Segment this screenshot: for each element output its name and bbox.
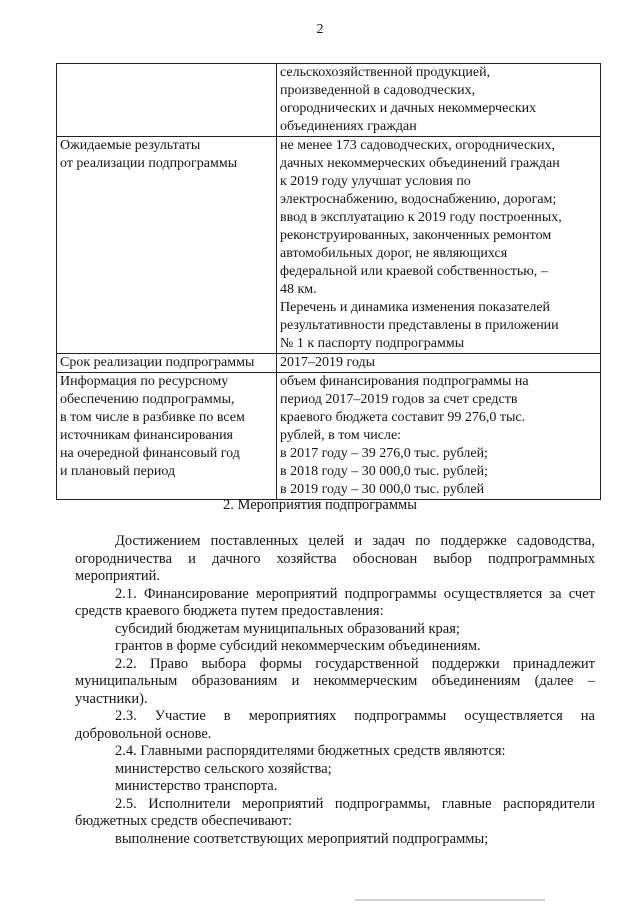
row-value-line: дачных некоммерческих объединений граждан: [280, 156, 560, 171]
row-value-line: 48 км.: [280, 282, 317, 297]
list-item-agriculture-ministry: министерство сельского хозяйства;: [115, 760, 332, 777]
row-value-line: Перечень и динамика изменения показателей: [280, 300, 551, 315]
list-item-implementation: выполнение соответствующих мероприятий подпрограммы;: [115, 830, 489, 847]
row-label-line: на очередной финансовый год: [60, 446, 240, 461]
table-row: [57, 64, 601, 137]
paragraph-2-5: 2.5. Исполнители мероприятий подпрограммы, главные распорядители бюджетных средств обеспечивают:: [75, 795, 595, 829]
row-value-line: реконструированных, законченных ремонтом: [280, 228, 552, 243]
paragraph-2-1: 2.1. Финансирование мероприятий подпрограммы осуществляется за счет средств краевого бюджета путем предоставления:: [75, 585, 595, 619]
list-item-grants: грантов в форме субсидий некоммерческим объединениям.: [115, 638, 481, 654]
row-value-line: к 2019 году улучшат условия по: [280, 174, 471, 189]
table-row: [57, 354, 601, 373]
row-label: [57, 137, 277, 354]
row-value-line: результативности представлены в приложении: [280, 318, 559, 333]
paragraph-2-4: 2.4. Главными распорядителями бюджетных средств являются:: [115, 743, 506, 759]
list-item-transport-ministry: министерство транспорта.: [115, 778, 278, 794]
section-body: [75, 533, 595, 848]
paragraph-2-2: 2.2. Право выбора формы государственной поддержки принадлежит муниципальным образованиям и некоммерческим объединениям (далее – участники).: [75, 655, 595, 707]
row-label-line: в том числе в разбивке по всем: [60, 410, 245, 425]
row-label-line: и плановый период: [60, 464, 176, 479]
row-label-line: от реализации подпрограммы: [60, 156, 238, 171]
row-value-line: не менее 173 садоводческих, огороднических,: [280, 138, 555, 153]
row-label: [57, 64, 277, 137]
row-value-line: в 2017 году – 39 276,0 тыс. рублей;: [280, 446, 488, 461]
table-row: [57, 373, 601, 500]
table-row: [57, 137, 601, 354]
row-value-line: объем финансирования подпрограммы на: [280, 374, 529, 389]
row-value-line: краевого бюджета составит 99 276,0 тыс.: [280, 410, 526, 425]
paragraph-2-3: 2.3. Участие в мероприятиях подпрограммы осуществляется на добровольной основе.: [75, 708, 595, 742]
row-value-line: произведенной в садоводческих,: [280, 83, 476, 98]
row-label-line: Срок реализации подпрограммы: [60, 355, 255, 370]
row-value-line: 2017–2019 годы: [280, 355, 376, 370]
row-label: [57, 373, 277, 500]
row-label: [57, 354, 277, 373]
row-value: [277, 354, 601, 373]
row-value-line: федеральной или краевой собственностью, –: [280, 264, 548, 279]
section-title: 2. Мероприятия подпрограммы: [223, 497, 417, 513]
row-value-line: электроснабжению, водоснабжению, дорогам;: [280, 192, 557, 207]
row-value-line: объединениях граждан: [280, 119, 417, 134]
page-number: 2: [316, 22, 324, 37]
row-value-line: рублей, в том числе:: [280, 428, 402, 443]
paragraph-intro: Достижением поставленных целей и задач по поддержке садоводства, огородничества и дачного хозяйства обоснован выбор подпрограммных мероприятий.: [75, 533, 595, 584]
row-label-line: обеспечению подпрограммы,: [60, 392, 235, 407]
row-value-line: огороднических и дачных некоммерческих: [280, 101, 537, 116]
row-value-line: автомобильных дорог, не являющихся: [280, 246, 508, 261]
row-value-line: период 2017–2019 годов за счет средств: [280, 392, 518, 407]
subprogram-passport-table: [56, 63, 601, 500]
row-value-line: в 2018 году – 30 000,0 тыс. рублей;: [280, 464, 488, 479]
row-label-line: источникам финансирования: [60, 428, 233, 443]
scan-artifact-line: [355, 899, 545, 901]
row-label-line: Ожидаемые результаты: [60, 138, 201, 153]
row-value: [277, 64, 601, 137]
row-label-line: Информация по ресурсному: [60, 374, 229, 389]
row-value-line: сельскохозяйственной продукцией,: [280, 65, 491, 80]
row-value-line: ввод в эксплуатацию к 2019 году построенных,: [280, 210, 562, 225]
row-value: [277, 373, 601, 500]
row-value-line: № 1 к паспорту подпрограммы: [280, 336, 465, 351]
list-item-subsidies: субсидий бюджетам муниципальных образований края;: [115, 620, 460, 637]
row-value: [277, 137, 601, 354]
row-value-line: в 2019 году – 30 000,0 тыс. рублей: [280, 482, 485, 497]
